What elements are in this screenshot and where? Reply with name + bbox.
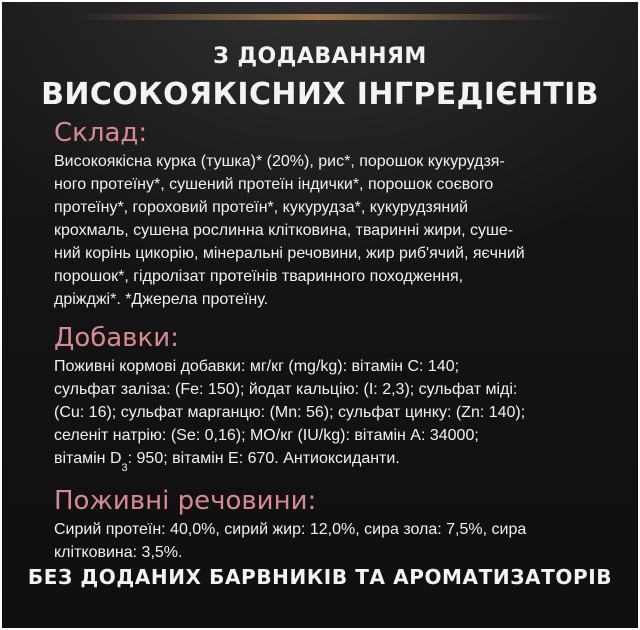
spacer [54,311,614,323]
additives-line-4: селеніт натрію: (Se: 0,16); МО/кг (IU/kg): вітамін А: 34000; [54,427,479,444]
section-nutrients [54,486,614,564]
additives-title: Добавки: [54,323,179,353]
nutrients-body: Сирий протеїн: 40,0%, сирий жир: 12,0%, сира зола: 7,5%, сира клітковина: 3,5%. [54,521,527,561]
section-composition [54,118,614,311]
top-accent-line [76,14,562,20]
footer: БЕЗ ДОДАНИХ БАРВНИКІВ ТА АРОМАТИЗАТОРІВ [27,565,613,589]
additives-line-3: (Cu: 16); сульфат марганцю: (Mn: 56); сульфат цинку: (Zn: 140); [54,404,526,421]
additives-line-2: сульфат заліза: (Fe: 150); йодат кальцію: (I: 2,3); сульфат міді: [54,381,518,398]
spacer [54,470,614,486]
content [54,118,614,578]
additives-line-1: Поживні кормові добавки: мг/кг (mg/kg): вітамін С: 140; [54,358,460,375]
vitamin-d-prefix: вітамін D [54,450,122,467]
vitamin-d-subscript: 3 [121,462,128,475]
composition-body: Високоякісна курка (тушка)* (20%), рис*, порошок кукурудзя- ного протеїну*, сушений протеїн індички*, порошок соєвого протеїну*, гороховий протеїн*, кукурудза*, кукурудзяний крохмаль, сушена рослинна клітковина, тваринні жири, суше- ний корінь цикорію, мінеральні речовини, жир риб'ячий, яєчний порошок*, гідролізат протеїнів тваринного походження, дріжджі*. *Джерела протеїну. [54,153,525,308]
nutrients-title: Поживні речовини: [54,486,317,516]
header-line-1: З ДОДАВАННЯМ [213,44,427,69]
vitamin-d-suffix: : 950; вітамін Е: 670. Антиоксиданти. [127,450,400,467]
header-line-2: ВИСОКОЯКІСНИХ ІНГРЕДІЄНТІВ [41,77,599,112]
additives-body [54,355,614,475]
additives-line-5 [54,447,614,475]
section-additives [54,323,614,475]
header [0,44,640,112]
composition-title: Склад: [54,118,148,148]
